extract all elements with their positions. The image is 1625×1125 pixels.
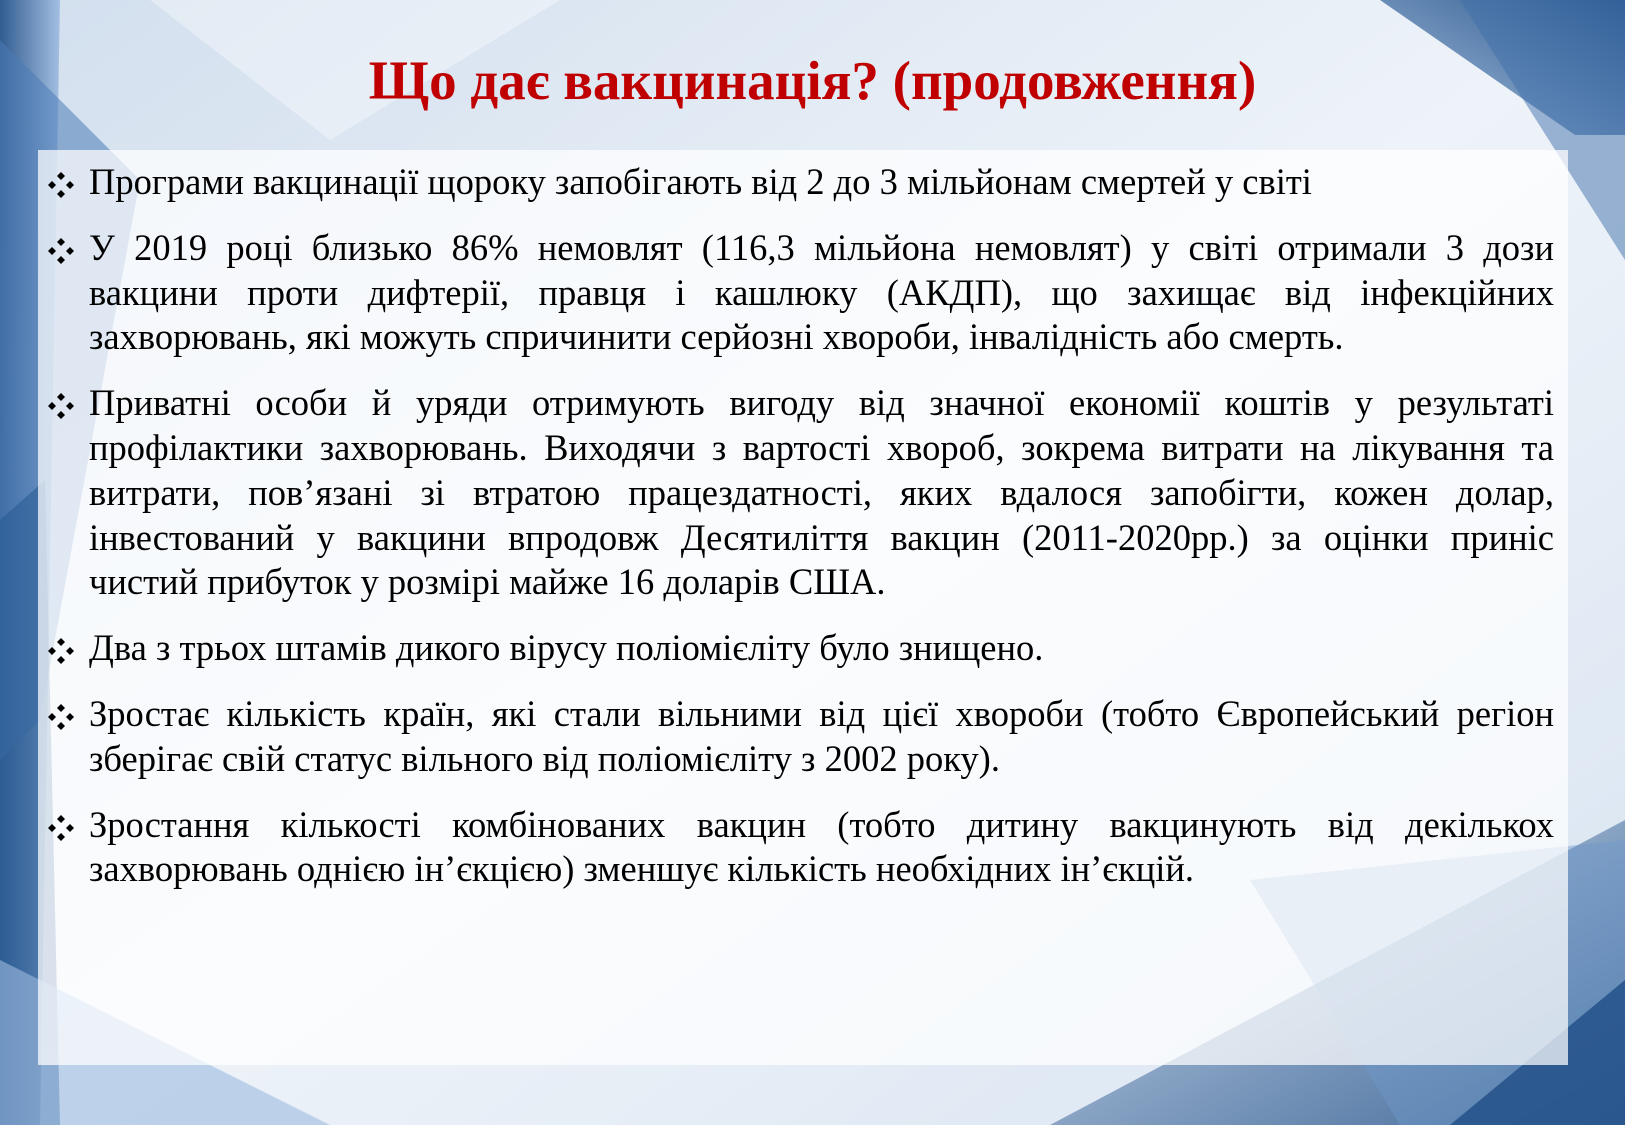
four-diamond-bullet-icon	[46, 626, 82, 670]
bullet-text: Зростання кількості комбінованих вакцин (тобто дитину вакцинують від декількох захворювань однією ін’єкцією) зменшує кількість необхідних ін’єкцій.	[89, 803, 1554, 890]
four-diamond-bullet-icon	[46, 692, 82, 736]
four-diamond-bullet-icon	[46, 160, 82, 204]
four-diamond-bullet-icon	[46, 381, 82, 425]
bullet-text: Зростає кількість країн, які стали вільними від цієї хвороби (тобто Європейський регіон зберігає свій статус вільного від поліомієліту з 2002 року).	[89, 692, 1554, 779]
list-item	[46, 160, 1554, 205]
list-item	[46, 692, 1554, 782]
bullet-text: Два з трьох штамів дикого вірусу поліомієліту було знищено.	[89, 627, 1044, 669]
bullet-text: Приватні особи й уряди отримують вигоду від значної економії коштів у результаті профілактики захворювань. Виходячи з вартості хвороб, зокрема витрати на лікування та витрати, пов’язані зі втратою працездатності, яких вдалося запобігти, кожен долар, інвестований у вакцини впродовж Десятиліття вакцин (2011-2020рр.) за оцінки приніс чистий прибуток у розмірі майже 16 доларів США.	[89, 382, 1554, 603]
list-item	[46, 226, 1554, 360]
list-item	[46, 803, 1554, 893]
bullet-text: Програми вакцинації щороку запобігають від 2 до 3 мільйонам смертей у світі	[89, 161, 1312, 202]
list-item	[46, 626, 1554, 671]
slide-title: Що дає вакцинація? (продовження)	[368, 50, 1257, 111]
four-diamond-bullet-icon	[46, 803, 82, 847]
bullet-text: У 2019 році близько 86% немовлят (116,3 мільйона немовлят) у світі отримали 3 дози вакцини проти дифтерії, правця і кашлюку (АКДП), що захищає від інфекційних захворювань, які можуть спричинити серйозні хвороби, інвалідність або смерть.	[89, 226, 1554, 358]
four-diamond-bullet-icon	[46, 226, 82, 270]
bullet-list	[46, 160, 1554, 913]
list-item	[46, 381, 1554, 605]
